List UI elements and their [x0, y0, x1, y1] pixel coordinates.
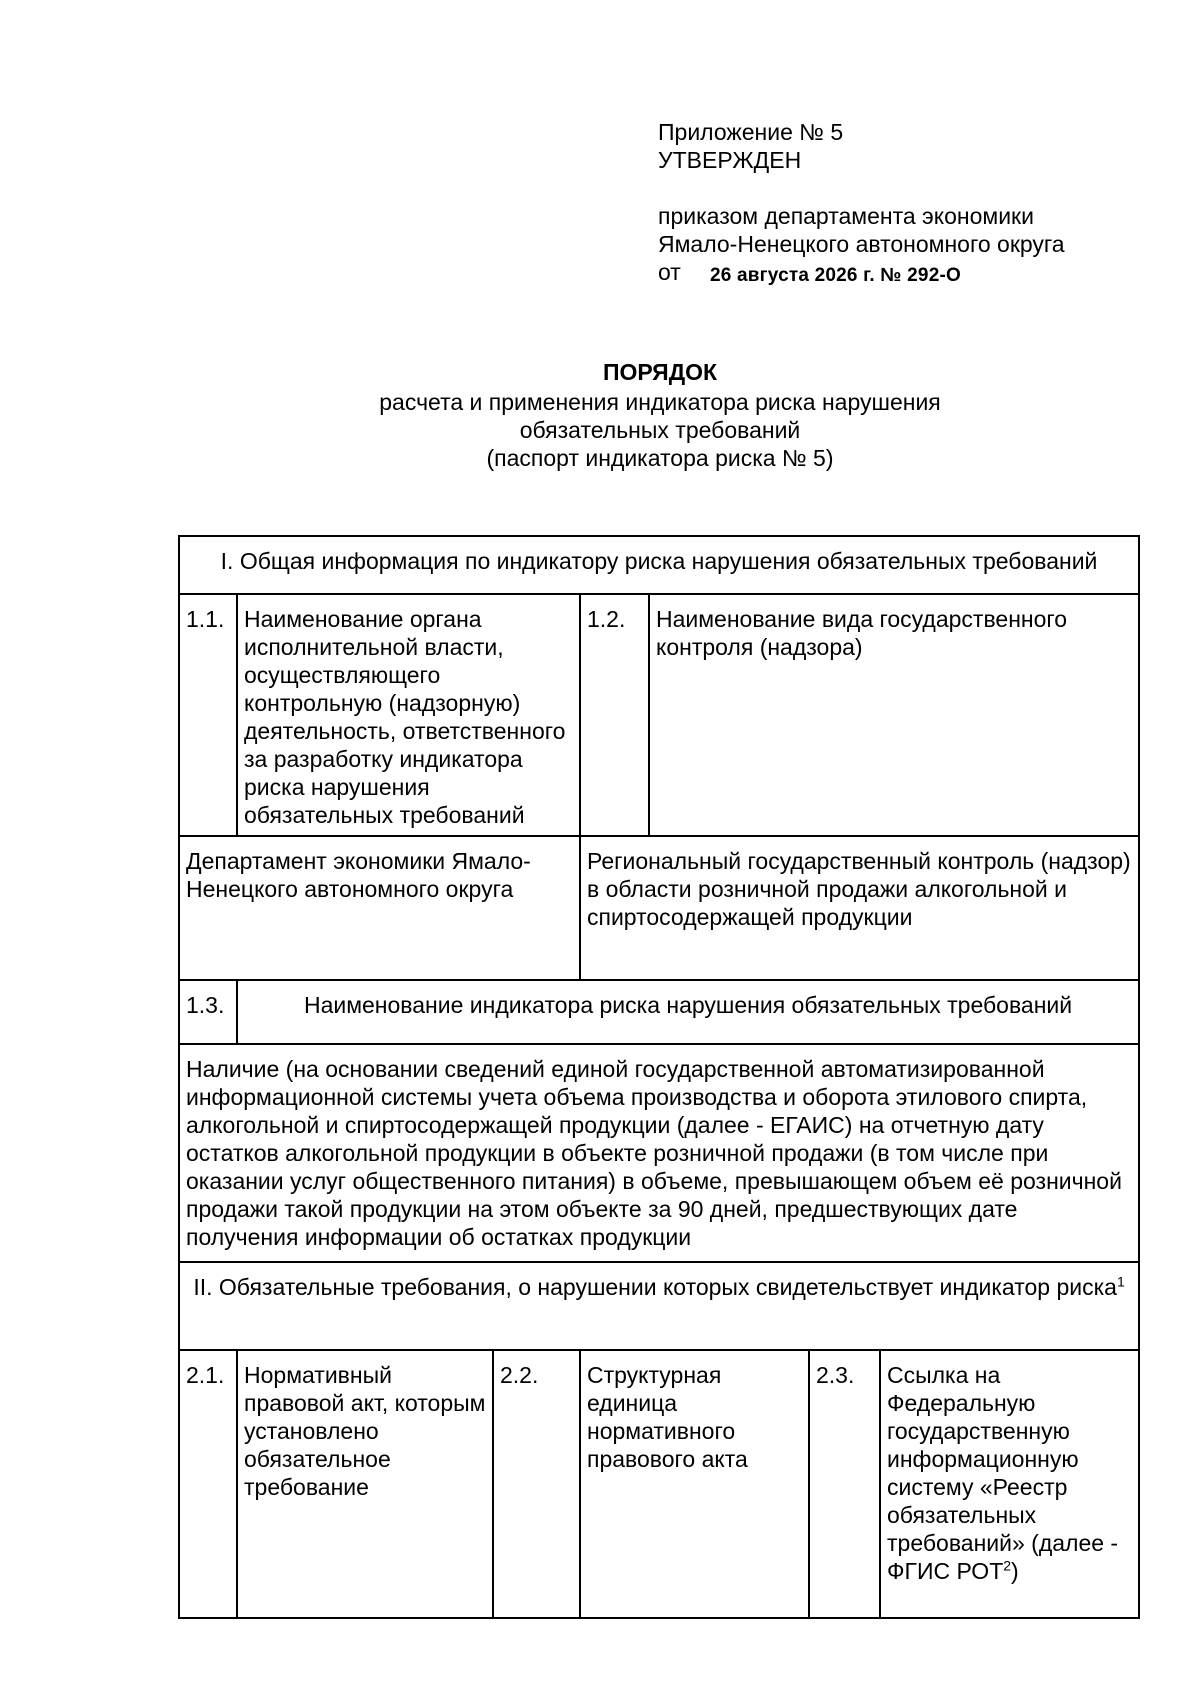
section1-heading: I. Общая информация по индикатору риска нарушения обязательных требований [179, 536, 1139, 594]
item-2-3-label-end: ) [1011, 1558, 1019, 1584]
item-1-3-number: 1.3. [179, 980, 237, 1044]
document-subtitle-line3: (паспорт индикатора риска № 5) [486, 445, 834, 471]
item-1-1-number: 1.1. [179, 594, 237, 836]
document-subtitle-line2: обязательных требований [519, 417, 801, 443]
order-date-stamp: 26 августа 2026 г. № 292-О [710, 265, 961, 286]
item-2-3-number: 2.3. [809, 1350, 880, 1618]
department-line: Ямало-Ненецкого автономного округа [658, 231, 1065, 257]
risk-indicator-passport-table [178, 535, 1140, 1619]
document-title: ПОРЯДОК [602, 359, 718, 385]
item-1-2-label: Наименование вида государственного контроля (надзора) [649, 594, 1139, 836]
item-2-3-label [880, 1350, 1139, 1618]
footnote-2-marker: 2 [1003, 1557, 1012, 1574]
item-2-2-number: 2.2. [493, 1350, 580, 1618]
item-1-2-value: Региональный государственный контроль (надзор) в области розничной продажи алкогольной и спиртосодержащей продукции [580, 836, 1139, 980]
date-prefix: от [658, 259, 681, 285]
document-subtitle-line1: расчета и применения индикатора риска нарушения [379, 389, 941, 415]
item-2-2-label: Структурная единица нормативного правового акта [580, 1350, 809, 1618]
item-1-1-value: Департамент экономики Ямало-Ненецкого автономного округа [179, 836, 580, 980]
date-line [658, 258, 1178, 286]
item-1-2-number: 1.2. [580, 594, 649, 836]
approved-label: УТВЕРЖДЕН [658, 147, 802, 173]
appendix-number: Приложение № 5 [658, 119, 844, 145]
section2-heading-text: II. Обязательные требования, о нарушении которых свидетельствует индикатор риска [193, 1274, 1117, 1300]
item-2-1-label: Нормативный правовой акт, которым установлено обязательное требование [237, 1350, 493, 1618]
footnote-1-marker: 1 [1116, 1273, 1125, 1290]
document-title-block [180, 358, 1140, 472]
approval-block [658, 118, 1178, 286]
item-1-1-label: Наименование органа исполнительной власти, осуществляющего контрольную (надзорную) деятельность, ответственного за разработку индикатора риска нарушения обязательных требований [237, 594, 580, 836]
section2-heading [179, 1262, 1139, 1350]
order-line: приказом департамента экономики [658, 203, 1034, 229]
item-2-1-number: 2.1. [179, 1350, 237, 1618]
item-2-3-label-text: Ссылка на Федеральную государственную информационную систему «Реестр обязательных требований» (далее - ФГИС РОТ [887, 1362, 1119, 1584]
item-1-3-label: Наименование индикатора риска нарушения обязательных требований [237, 980, 1139, 1044]
item-1-3-value: Наличие (на основании сведений единой государственной автоматизированной информационной системы учета объема производства и оборота этилового спирта, алкогольной и спиртосодержащей продукции (далее - ЕГАИС) на отчетную дату остатков алкогольной продукции в объекте розничной продажи (в том числе при оказании услуг общественного питания) в объеме, превышающем объем её розничной продажи такой продукции на этом объекте за 90 дней, предшествующих дате получения информации об остатках продукции [179, 1044, 1139, 1262]
